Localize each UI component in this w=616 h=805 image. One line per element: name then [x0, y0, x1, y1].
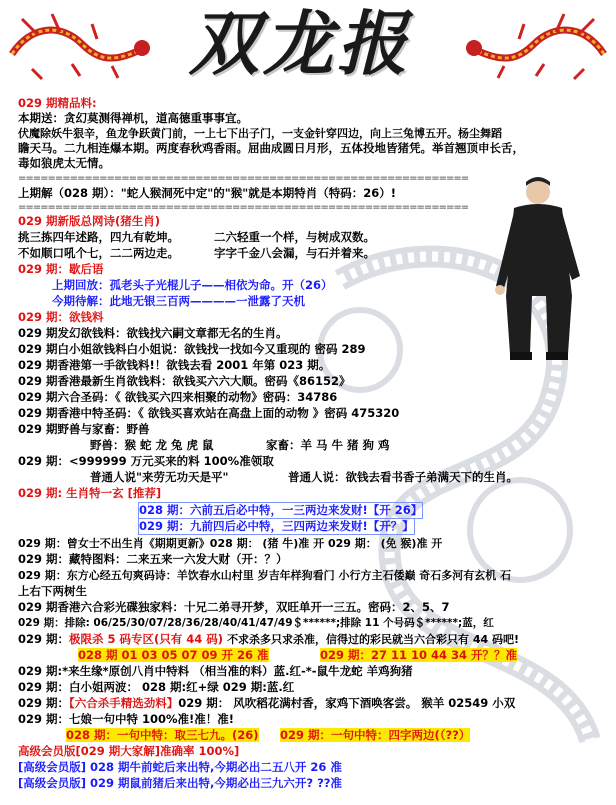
misc-line: 029 期香港六合彩光碟独家料：十兄二弟寻开梦，双旺单开一三五。密码：2、5、7 [18, 600, 450, 614]
misc-line: 029 期：曾女士不出生肖《期期更新》028 期： (猪 牛)准 开 029 期： (免 猴)准 开 [18, 537, 443, 550]
yuqian-line: 029 期六合圣码：《 欲钱买六四来相聚的动物》密码：34786 [18, 390, 338, 404]
yuqian-line: 029 期发幻欲钱料：欲钱找六嗣文章都无名的生肖。 [18, 326, 288, 340]
xiehou-line: 上期回放：孤老头子光棍儿子——相依为命。开（26） [52, 278, 333, 292]
yuqian-line: 029 期香港第一手欲钱料!！欲钱去看 2001 年第 023 期。 [18, 358, 331, 372]
poem-line-b: 字字千金八会漏，与石并着来。 [214, 246, 375, 260]
divider: ============================================================= [18, 173, 469, 184]
yuqian-line: 029 期香港中特圣码：《 欲钱买喜欢站在高盘上面的动物 》密码 475320 [18, 406, 400, 420]
digits-029: 029 期：27 11 10 44 34 开？？准 [320, 648, 518, 662]
divider: ============================================================= [18, 202, 469, 213]
poem-title: 029 期新版总网诗(猪生肖) [18, 214, 161, 228]
jingpin-line: 毒如狼虎太无情。 [18, 156, 110, 170]
tuijian-line: 029 期：九前四后必中特，三四两边来发财!【开？】 [139, 519, 414, 533]
yuqian-title: 029 期：欲钱料 [18, 310, 104, 324]
domestic-beasts: 家畜：羊 马 牛 猪 狗 鸡 [266, 438, 390, 452]
jixian-label: 029 期： [18, 632, 70, 646]
dragon-right-icon [464, 4, 614, 86]
masthead [0, 0, 616, 92]
misc-line: 029 期：东方心经五句爽码诗：羊饮春水山村里 岁吉年样狗看门 小行方主石倭巅 奇石多河有玄机 石 [18, 569, 512, 582]
xiehou-line: 今期待解：此地无银三百两————一泄露了天机 [52, 294, 305, 308]
ptr-line: 029 期：<999999 万元买来的料 100%准领取 [18, 454, 274, 468]
jingpin-line: 本期送：贪幻莫测得禅机，道高德重事事宜。 [18, 111, 248, 125]
yiniao-line: 029 期：七娘一句中特 100%准!准！准! [18, 712, 235, 726]
wild-beasts: 野兽：猴 蛇 龙 兔 虎 鼠 [90, 438, 214, 452]
ptr-sub-a: 普通人说"来劳无功天是平" [90, 470, 229, 484]
yuqian-line: 029 期白小姐欲钱料白小姐说：欲钱找一找如今又重现的 密码 289 [18, 342, 366, 356]
jixian-tail: 不求杀多只求杀准，信得过的彩民就当六合彩只有 44 码吧! [227, 633, 520, 646]
jixian-line [18, 632, 519, 647]
liuhe-prefix: 029 期： [18, 696, 70, 710]
yuqian-line: 029 期香港最新生肖欲钱料：欲钱买六六大顺。密码《86152》 [18, 374, 351, 388]
poem-line-b: 二六轻重一个样，与树成双数。 [214, 230, 375, 244]
page-title: 双龙报 [189, 2, 411, 85]
liuhe-line [18, 696, 515, 711]
tuijian-line: 028 期：六前五后必中特，一三两边来发财!【开 26】 [139, 503, 423, 517]
yiju-029: 029 期：一句中特：四字两边(（??） [280, 728, 471, 742]
misc-line: 029 期：排除: 06/25/30/07/28/36/28/40/41/47/49＄******;排除 11 个号码＄******;蓝，红 [18, 617, 494, 629]
misc-line: 上右下两树生 [18, 584, 87, 598]
poem-line-a: 挑三拣四年述路，四九有乾坤。 [18, 230, 179, 244]
jingpin-line: 瞻天马。二九相连爆本期。两度春秋鸡香雨。屈曲成圆日月形，五体投地皆猪凭。举首翘顶申长舌， [18, 141, 524, 155]
last-period-answer: 上期解（028 期）："蛇人猴洞死中定"的"猴"就是本期特肖（特码：26）! [18, 186, 396, 200]
digits-028: 028 期 01 03 05 07 09 开 26 准 [78, 648, 269, 662]
man-figure-icon [488, 176, 584, 366]
yuqian-line: 029 期野兽与家畜：野兽 [18, 422, 150, 436]
ptr-sub-b: 普通人说：欲钱去看书香子弟满天下的生肖。 [288, 470, 518, 484]
vip-line: [高级会员版] 028 期牛前蛇后来出特,今期必出二五八开 26 准 [18, 760, 342, 774]
misc2-line: 029 期：白小姐两波： 028 期:红+绿 029 期:蓝.红 [18, 680, 295, 694]
liuhe-rest: 029 期： 风吹稻花满村香，家鸡下酒唤客尝。 猴羊 02549 小双 [178, 696, 516, 710]
jixian-text: 极限杀 5 码专区(只有 44 码) [69, 632, 224, 646]
misc2-line: 029 期:*来生缘*原创八肖中特料 （相当准的料）蓝.红-*-鼠牛龙蛇 羊鸡狗猪 [18, 664, 413, 678]
dragon-left-icon [2, 4, 152, 86]
poem-line-a: 不如顺口吼个七，二二两边走。 [18, 246, 179, 260]
yiju-028: 028 期：一句中特：取三七九。(26) [66, 728, 259, 742]
vip-line: [高级会员版] 029 期鼠前猪后来出特,今期必出三九六开? ??准 [18, 776, 342, 790]
tuijian-title: 029 期: 生肖特一玄 [推荐] [18, 486, 162, 500]
vip-line: 高级会员版[029 期大家解]准确率 100%] [18, 744, 240, 758]
jingpin-title: 029 期精品料: [18, 96, 97, 110]
jingpin-line: 伏魔除妖牛狠辛，鱼龙争跃黄门前，一上七下出子门，一支金针穿四边，向上三兔博五开。杨尘舞蹈 [18, 127, 502, 140]
liuhe-bracket: 【六合杀手精选劲料】 [69, 696, 179, 710]
xiehou-title: 029 期：歇后语 [18, 262, 104, 276]
misc-line: 029 期：藏特图料：二来五来一六发大财（开：？） [18, 552, 288, 566]
